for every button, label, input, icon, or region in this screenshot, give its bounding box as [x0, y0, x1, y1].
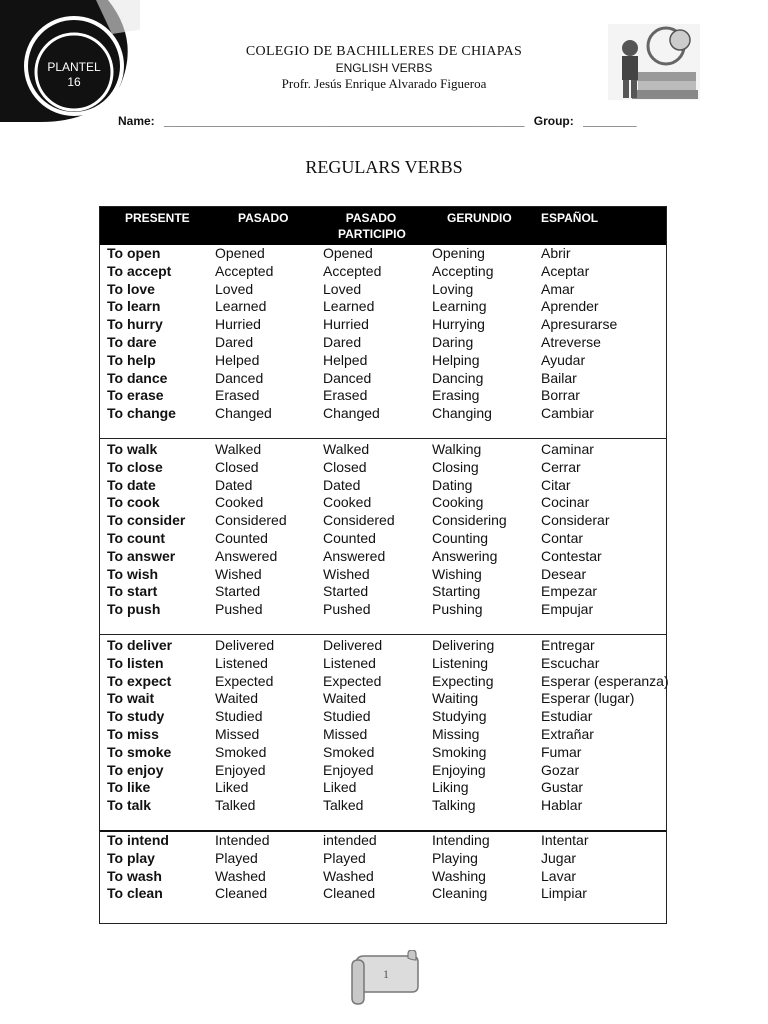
cell-pasado: Delivered [215, 637, 275, 653]
cell-presente: To wait [107, 690, 155, 707]
cell-presente: To count [107, 529, 166, 546]
cell-presente: To enjoy [107, 761, 164, 778]
cell-pasado: Considered [215, 512, 287, 529]
cell-pasado: Danced [215, 369, 264, 386]
cell-espanol: Gozar [541, 761, 580, 778]
cell-presente: To dance [107, 369, 168, 386]
cell-gerundio: Learning [432, 298, 487, 315]
name-group-line [118, 114, 678, 128]
cell-participio: Learned [323, 298, 375, 315]
cell-gerundio: Daring [432, 333, 474, 350]
cell-pasado: Cooked [215, 494, 264, 511]
cell-participio: Cooked [323, 494, 372, 511]
logo-line2: 16 [67, 75, 81, 89]
table-row [100, 762, 666, 780]
cell-participio: Played [323, 849, 366, 866]
header-presente: PRESENTE [125, 211, 190, 225]
cell-participio: Considered [323, 512, 395, 529]
cell-gerundio: Expecting [432, 672, 494, 689]
cell-participio: Studied [323, 708, 371, 725]
cell-pasado: Enjoyed [215, 761, 266, 778]
cell-pasado: Washed [215, 867, 266, 884]
cell-presente: To clean [107, 885, 163, 902]
cell-espanol: Intentar [541, 832, 589, 848]
cell-gerundio: Starting [432, 583, 481, 600]
document-header [200, 44, 568, 92]
verb-group [100, 245, 666, 423]
cell-presente: To love [107, 280, 155, 297]
cell-pasado: Expected [215, 672, 274, 689]
cell-pasado: Waited [215, 690, 259, 707]
cell-presente: To start [107, 583, 158, 600]
verb-group [100, 637, 669, 815]
table-row [100, 352, 666, 370]
cell-presente: To date [107, 476, 156, 493]
cell-pasado: Counted [215, 529, 268, 546]
cell-participio: Dared [323, 333, 362, 350]
cell-gerundio: Pushing [432, 601, 483, 618]
cell-participio: Danced [323, 369, 372, 386]
cell-gerundio: Opening [432, 245, 485, 261]
cell-pasado: Cleaned [215, 885, 268, 902]
cell-participio: Listened [323, 654, 376, 671]
cell-presente: To hurry [107, 316, 163, 333]
table-row [100, 885, 666, 903]
cell-gerundio: Wishing [432, 565, 482, 582]
header-pasado: PASADO [238, 211, 289, 225]
cell-participio: Changed [323, 405, 380, 422]
cell-presente: To learn [107, 298, 161, 315]
table-row [100, 494, 666, 512]
cell-presente: To expect [107, 672, 172, 689]
cell-presente: To miss [107, 725, 159, 742]
cell-pasado: Walked [215, 441, 262, 457]
cell-pasado: Dated [215, 476, 253, 493]
cell-pasado: Answered [215, 547, 278, 564]
name-label: Name: [118, 114, 155, 128]
header-espanol: ESPAÑOL [541, 211, 599, 225]
table-row [100, 405, 666, 423]
cell-pasado: Missed [215, 725, 260, 742]
cell-espanol: Gustar [541, 779, 584, 796]
table-header [100, 207, 666, 245]
plantel-logo [0, 0, 140, 122]
cell-gerundio: Liking [432, 779, 469, 796]
table-row [100, 530, 666, 548]
header-pasado-participio: PASADO PARTICIPIO [338, 211, 406, 241]
cell-espanol: Cambiar [541, 405, 594, 422]
name-blank: ______________________________________________________ [164, 114, 525, 128]
cell-espanol: Escuchar [541, 654, 600, 671]
teacher-name: Profr. Jesús Enrique Alvarado Figueroa [281, 76, 487, 91]
cell-participio: Waited [323, 690, 367, 707]
cell-gerundio: Delivering [432, 637, 495, 653]
table-row [100, 441, 666, 459]
cell-participio: Pushed [323, 601, 371, 618]
cell-gerundio: Missing [432, 725, 480, 742]
cell-pasado: Smoked [215, 743, 267, 760]
table-row [100, 298, 666, 316]
table-row [100, 566, 666, 584]
cell-espanol: Empujar [541, 601, 594, 618]
cell-participio: Enjoyed [323, 761, 374, 778]
cell-participio: Wished [323, 565, 370, 582]
subject-name: ENGLISH VERBS [335, 61, 433, 75]
cell-participio: Washed [323, 867, 374, 884]
cell-presente: To play [107, 849, 155, 866]
table-row [100, 779, 666, 797]
logo-line1: PLANTEL [47, 60, 101, 74]
cell-presente: To intend [107, 832, 169, 848]
table-row [100, 245, 666, 263]
table-row [100, 263, 666, 281]
cell-pasado: Dared [215, 333, 254, 350]
cell-gerundio: Playing [432, 849, 478, 866]
cell-espanol: Amar [541, 280, 575, 297]
cell-participio: Accepted [323, 262, 382, 279]
cell-participio: Walked [323, 441, 370, 457]
cell-presente: To wash [107, 867, 162, 884]
cell-presente: To talk [107, 797, 152, 814]
cell-participio: Answered [323, 547, 386, 564]
cell-pasado: Intended [215, 832, 270, 848]
table-row [100, 459, 666, 477]
cell-espanol: Aprender [541, 298, 599, 315]
cell-presente: To push [107, 601, 161, 618]
cell-pasado: Helped [215, 351, 260, 368]
cell-gerundio: Dancing [432, 369, 484, 386]
cell-gerundio: Studying [432, 708, 487, 725]
cell-pasado: Learned [215, 298, 267, 315]
cell-pasado: Wished [215, 565, 262, 582]
cell-gerundio: Counting [432, 529, 489, 546]
cell-gerundio: Erasing [432, 387, 480, 404]
cell-participio: Dated [323, 476, 361, 493]
cell-espanol: Bailar [541, 369, 577, 386]
cell-pasado: Talked [215, 797, 256, 814]
group-divider [100, 830, 666, 832]
cell-presente: To erase [107, 387, 164, 404]
cell-presente: To close [107, 458, 163, 475]
table-row [100, 672, 669, 691]
table-row [100, 387, 666, 405]
cell-espanol: Empezar [541, 583, 598, 600]
cell-espanol: Ayudar [541, 351, 586, 368]
cell-gerundio: Cleaning [432, 885, 488, 902]
cell-participio: Started [323, 583, 369, 600]
cell-participio: Cleaned [323, 885, 376, 902]
table-row [100, 334, 666, 352]
table-row [100, 708, 666, 726]
cell-participio: Closed [323, 458, 367, 475]
cell-gerundio: Enjoying [432, 761, 486, 778]
table-row [100, 797, 666, 815]
table-row [100, 477, 666, 495]
header-gerundio: GERUNDIO [447, 211, 512, 225]
verbs-table [99, 206, 667, 924]
cell-presente: To cook [107, 494, 160, 511]
group-divider [100, 634, 666, 635]
table-row [100, 583, 666, 601]
cell-espanol: Entregar [541, 637, 595, 653]
group-divider [100, 438, 666, 439]
cell-presente: To answer [107, 547, 176, 564]
cell-espanol: Borrar [541, 387, 580, 404]
table-row [100, 655, 666, 673]
cell-presente: To dare [107, 333, 157, 350]
cell-espanol: Abrir [541, 245, 571, 261]
cell-pasado: Pushed [215, 601, 263, 618]
cell-gerundio: Closing [432, 458, 479, 475]
table-row [100, 850, 666, 868]
cell-participio: Talked [323, 797, 364, 814]
cell-espanol: Hablar [541, 797, 583, 814]
cell-espanol: Cocinar [541, 494, 590, 511]
cell-participio: Smoked [323, 743, 375, 760]
table-row [100, 690, 666, 708]
group-blank: ________ [583, 114, 637, 128]
cell-gerundio: Considering [432, 512, 507, 529]
cell-presente: To consider [107, 512, 186, 529]
cell-gerundio: Talking [432, 797, 476, 814]
table-row [100, 601, 666, 619]
cell-espanol: Considerar [541, 512, 610, 529]
cell-espanol: Limpiar [541, 885, 587, 902]
page-title: REGULARS VERBS [305, 157, 463, 177]
cell-presente: To study [107, 708, 165, 725]
cell-gerundio: Intending [432, 832, 490, 848]
table-row [100, 512, 666, 530]
cell-gerundio: Hurrying [432, 316, 485, 333]
cell-gerundio: Cooking [432, 494, 484, 511]
table-row [100, 832, 666, 850]
cell-espanol: Estudiar [541, 708, 593, 725]
table-row [100, 637, 666, 655]
table-row [100, 868, 666, 886]
cell-pasado: Played [215, 849, 258, 866]
cell-presente: To open [107, 245, 161, 261]
cell-presente: To help [107, 351, 156, 368]
cell-espanol: Extrañar [541, 725, 594, 742]
cell-gerundio: Changing [432, 405, 492, 422]
cell-pasado: Erased [215, 387, 260, 404]
cell-participio: Expected [323, 672, 382, 689]
student-books-clipart [606, 22, 702, 102]
table-row [100, 744, 666, 762]
cell-presente: To wish [107, 565, 159, 582]
table-row [100, 316, 666, 334]
cell-espanol: Apresurarse [541, 316, 618, 333]
cell-pasado: Loved [215, 280, 254, 297]
cell-espanol: Cerrar [541, 458, 581, 475]
cell-espanol: Contestar [541, 547, 602, 564]
cell-pasado: Closed [215, 458, 259, 475]
cell-pasado: Started [215, 583, 261, 600]
cell-participio: Counted [323, 529, 376, 546]
cell-gerundio: Smoking [432, 743, 487, 760]
cell-espanol: Contar [541, 529, 584, 546]
cell-espanol: Esperar (esperanza) [541, 672, 669, 689]
cell-gerundio: Listening [432, 654, 489, 671]
page-number: 1 [383, 967, 389, 981]
cell-gerundio: Walking [432, 441, 482, 457]
cell-pasado: Changed [215, 405, 272, 422]
cell-presente: To deliver [107, 637, 173, 653]
cell-espanol: Caminar [541, 441, 594, 457]
cell-presente: To smoke [107, 743, 172, 760]
cell-participio: Delivered [323, 637, 383, 653]
cell-espanol: Fumar [541, 743, 582, 760]
cell-pasado: Hurried [215, 316, 261, 333]
cell-participio: Hurried [323, 316, 369, 333]
table-row [100, 726, 666, 744]
cell-pasado: Opened [215, 245, 265, 261]
table-row [100, 548, 666, 566]
cell-espanol: Lavar [541, 867, 577, 884]
group-label: Group: [533, 114, 574, 128]
verb-group [100, 441, 666, 619]
cell-gerundio: Dating [432, 476, 473, 493]
cell-presente: To listen [107, 654, 164, 671]
verb-group [100, 832, 666, 903]
cell-participio: Missed [323, 725, 368, 742]
cell-presente: To accept [107, 262, 172, 279]
cell-participio: intended [323, 832, 377, 848]
cell-espanol: Citar [541, 476, 571, 493]
cell-espanol: Atreverse [541, 333, 601, 350]
cell-espanol: Jugar [541, 849, 577, 866]
cell-pasado: Accepted [215, 262, 274, 279]
cell-participio: Loved [323, 280, 362, 297]
cell-gerundio: Waiting [432, 690, 479, 707]
cell-participio: Liked [323, 779, 357, 796]
cell-gerundio: Answering [432, 547, 498, 564]
cell-presente: To walk [107, 441, 158, 457]
cell-presente: To change [107, 405, 176, 422]
cell-participio: Opened [323, 245, 373, 261]
cell-pasado: Listened [215, 654, 268, 671]
cell-gerundio: Helping [432, 351, 480, 368]
school-name: COLEGIO DE BACHILLERES DE CHIAPAS [245, 44, 523, 59]
cell-espanol: Aceptar [541, 262, 590, 279]
cell-pasado: Liked [215, 779, 249, 796]
table-row [100, 281, 666, 299]
cell-espanol: Desear [541, 565, 587, 582]
cell-gerundio: Washing [432, 867, 486, 884]
cell-gerundio: Accepting [432, 262, 494, 279]
cell-espanol: Esperar (lugar) [541, 690, 635, 707]
table-row [100, 370, 666, 388]
cell-gerundio: Loving [432, 280, 474, 297]
cell-participio: Helped [323, 351, 368, 368]
cell-participio: Erased [323, 387, 368, 404]
cell-pasado: Studied [215, 708, 263, 725]
cell-presente: To like [107, 779, 151, 796]
